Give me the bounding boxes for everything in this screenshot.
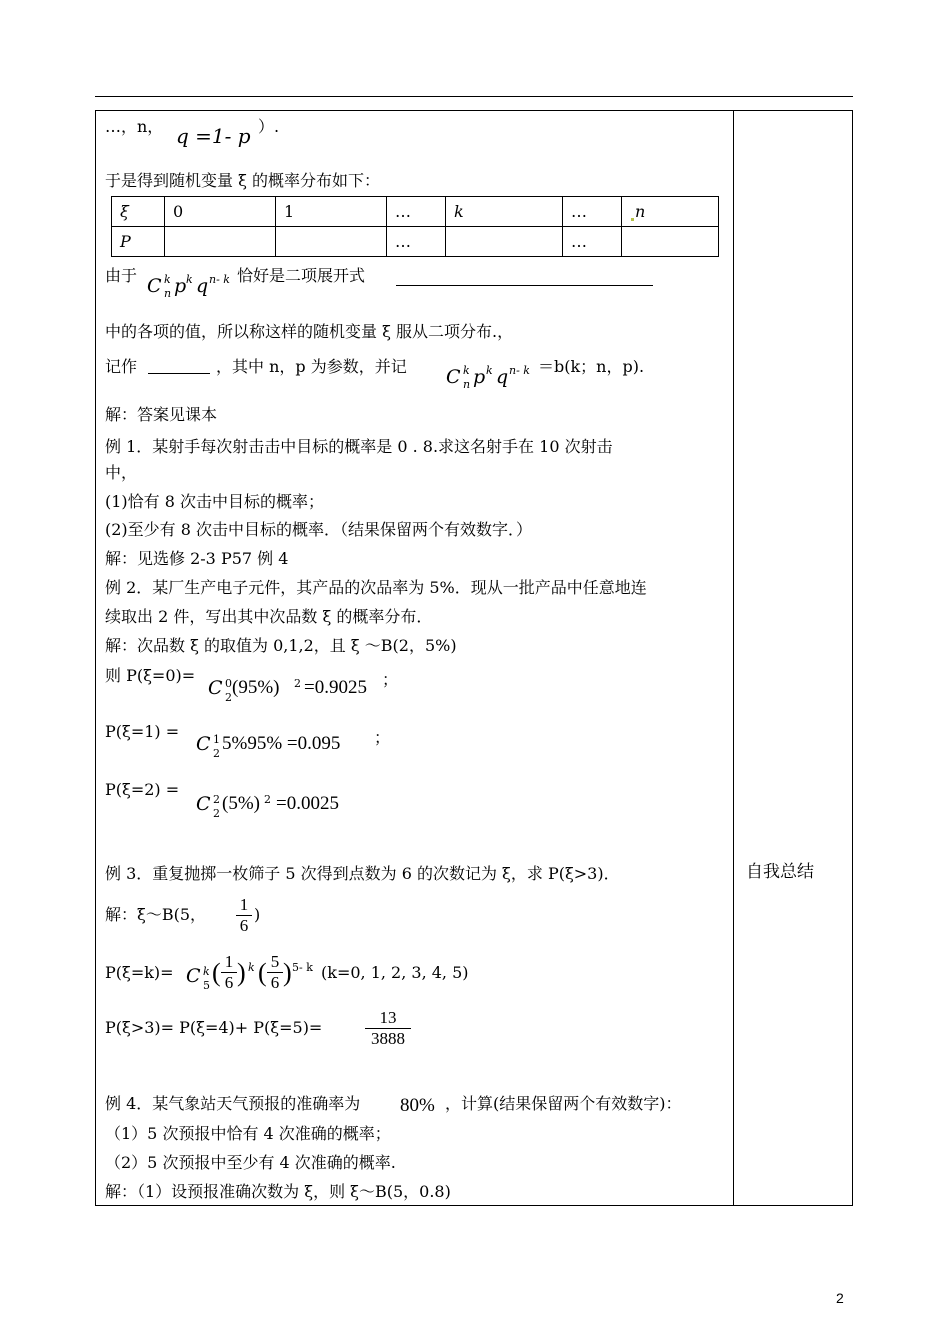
close-paren: ): [237, 958, 246, 987]
p0-value: =0.9025: [304, 677, 367, 698]
ex2-line1: 例 2．某厂生产电子元件，其产品的次品率为 5%．现从一批产品中任意地连: [105, 578, 647, 597]
ex3-line2-end: ): [254, 905, 261, 924]
binomial-c-sub-2: n: [463, 378, 471, 391]
binomial-q-exp-2: n- k: [509, 364, 530, 377]
open-paren-2: (: [258, 958, 267, 987]
table-cell: n: [622, 197, 719, 227]
table-cell: 1: [276, 197, 387, 227]
p0-lhs: 则 P(ξ=0)=: [105, 666, 196, 685]
binomial-p: p: [174, 275, 187, 297]
ex3-c: C: [186, 965, 201, 987]
p2-c-sup: 2: [213, 793, 220, 806]
p2-rhs: (5%): [222, 793, 260, 814]
binomial-line3-a: 记作: [105, 357, 138, 376]
fraction-numerator: 1: [239, 895, 249, 914]
binomial-p-exp: k: [186, 273, 193, 286]
page-number: 2: [836, 1290, 844, 1306]
table-cell: …: [387, 197, 446, 227]
ex3-range: (k=0, 1, 2, 3, 4, 5): [321, 963, 469, 982]
ex1-line1: 例 1．某射手每次射击击中目标的概率是 0 . 8.求这名射手在 10 次射击: [105, 437, 613, 456]
p2-lhs: P(ξ=2) =: [105, 780, 180, 799]
fraction-denominator: 6: [270, 973, 280, 992]
fraction-denominator: 6: [239, 916, 249, 935]
ex1-line3: (1)恰有 8 次击中目标的概率；: [105, 492, 325, 511]
ex2-line2: 续取出 2 件，写出其中次品数 ξ 的概率分布．: [105, 607, 433, 626]
ex4-line1-c: ，计算(结果保留两个有效数字)：: [445, 1094, 682, 1113]
fraction-numerator: 13: [379, 1008, 397, 1027]
ex3-c-sup: k: [203, 965, 210, 978]
p2-c-sub: 2: [213, 807, 220, 820]
binomial-line2: 中的各项的值，所以称这样的随机变量 ξ 服从二项分布.，: [105, 322, 514, 341]
binomial-q-2: q: [496, 366, 509, 388]
ex3-exp2: 5- k: [292, 961, 313, 974]
table-row: [112, 227, 719, 257]
p0-c-sup: 0: [225, 677, 232, 690]
close-paren-2: ): [283, 958, 292, 987]
ex3-pk-lhs: P(ξ=k)=: [105, 963, 174, 982]
continuation-text: …，n，: [105, 117, 164, 136]
binomial-c-sup-2: k: [463, 364, 470, 377]
answer-blank: [396, 285, 653, 286]
self-summary-label: 自我总结: [746, 862, 814, 882]
q-equation: q =1- p: [176, 124, 251, 148]
header-rule: [95, 96, 853, 97]
p2-value: =0.0025: [276, 793, 339, 814]
distribution-intro: 于是得到随机变量 ξ 的概率分布如下：: [105, 171, 380, 190]
p1-c: C: [196, 733, 211, 755]
ex3-exp1: k: [248, 961, 255, 974]
p1-c-sub: 2: [213, 747, 220, 760]
table-cell: [446, 227, 563, 257]
column-divider: [733, 110, 734, 1206]
fraction-numerator: 5: [270, 952, 280, 971]
binomial-p-2: p: [473, 366, 486, 388]
p1-semicolon: ；: [374, 728, 391, 747]
fraction-result: [365, 1008, 411, 1049]
fraction-five-sixths: [267, 952, 283, 993]
ex3-line1: 例 3．重复抛掷一枚筛子 5 次得到点数为 6 的次数记为 ξ，求 P(ξ>3)．: [105, 864, 620, 883]
ex3-result-lhs: P(ξ>3)= P(ξ=4)+ P(ξ=5)=: [105, 1018, 323, 1037]
table-cell: [276, 227, 387, 257]
ex3-c-sub: 5: [203, 979, 210, 992]
notation-blank: [148, 373, 210, 374]
binomial-tail: 恰好是二项展开式: [237, 266, 366, 285]
p0-square: 2: [294, 677, 301, 690]
table-cell: …: [387, 227, 446, 257]
fraction-one-sixth-2: [221, 952, 237, 993]
binomial-line3-c: ＝b(k；n，p).: [538, 357, 645, 376]
fraction-denominator: 6: [224, 973, 234, 992]
table-cell: …: [563, 197, 622, 227]
binomial-c-sup: k: [164, 273, 171, 286]
p0-rhs: (95%): [232, 677, 280, 698]
ex1-line5: 解：见选修 2-3 P57 例 4: [105, 549, 289, 568]
fraction-one-sixth: [236, 895, 252, 936]
p0-c: C: [208, 677, 223, 699]
fraction-numerator: 1: [224, 952, 234, 971]
table-cell: [165, 227, 276, 257]
p1-lhs: P(ξ=1) =: [105, 722, 180, 741]
p1-rhs: 5%95% =0.095: [222, 733, 341, 754]
binomial-c: C: [147, 275, 162, 297]
binomial-q-exp: n- k: [209, 273, 230, 286]
ex2-line3: 解：次品数 ξ 的取值为 0,1,2，且 ξ ～B(2，5%): [105, 636, 457, 655]
ex4-accuracy: 80%: [400, 1095, 435, 1116]
answer-text: 解：答案见课本: [105, 405, 218, 424]
ex4-line1-a: 例 4．某气象站天气预报的准确率为: [105, 1094, 361, 1113]
p0-c-sub: 2: [225, 691, 232, 704]
p2-square: 2: [264, 793, 271, 806]
ex4-line4: 解：（1）设预报准确次数为 ξ，则 ξ～B(5，0.8): [105, 1182, 451, 1201]
probability-distribution-table: [111, 196, 719, 257]
fraction-denominator: 3888: [371, 1029, 405, 1048]
ex4-line3: （2）5 次预报中至少有 4 次准确的概率.: [105, 1153, 396, 1172]
table-cell: 0: [165, 197, 276, 227]
ex3-line2: 解：ξ～B(5，: [105, 905, 206, 924]
binomial-lead: 由于: [105, 266, 138, 285]
p2-c: C: [196, 793, 211, 815]
table-cell: ξ: [112, 197, 165, 227]
binomial-c-2: C: [446, 366, 461, 388]
ex1-line4: (2)至少有 8 次击中目标的概率．（结果保留两个有效数字．）: [105, 520, 533, 539]
p0-semicolon: ；: [382, 670, 399, 689]
open-paren: (: [212, 958, 221, 987]
continuation-end: ）.: [258, 117, 280, 136]
binomial-line3-b: ，其中 n，p 为参数，并记: [216, 357, 407, 376]
binomial-p-exp-2: k: [486, 364, 493, 377]
table-cell: …: [563, 227, 622, 257]
table-row: [112, 197, 719, 227]
table-cell: P: [112, 227, 165, 257]
ex1-line2: 中，: [105, 463, 138, 482]
binomial-c-sub: n: [164, 287, 172, 300]
binomial-q: q: [196, 275, 209, 297]
table-cell: [622, 227, 719, 257]
table-cell: k: [446, 197, 563, 227]
p1-c-sup: 1: [213, 733, 220, 746]
ex4-line2: （1）5 次预报中恰有 4 次准确的概率；: [105, 1124, 391, 1143]
